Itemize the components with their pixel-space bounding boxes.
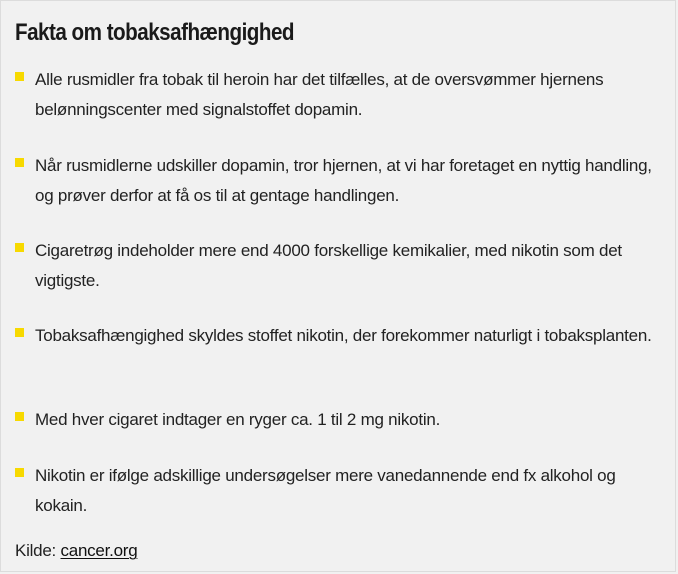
source-link[interactable]: cancer.org xyxy=(60,541,138,560)
fact-text: Nikotin er ifølge adskillige undersøgelser mere vanedannende end fx alkohol og kokain. xyxy=(35,466,616,515)
fact-text: Når rusmidlerne udskiller dopamin, tror hjernen, at vi har foretaget en nyttig handling, og prøver derfor at få os til at gentage handlingen. xyxy=(35,156,652,205)
fact-item xyxy=(15,236,665,296)
bullet-square-icon xyxy=(15,468,24,477)
bullet-square-icon xyxy=(15,412,24,421)
fact-item xyxy=(15,461,665,521)
bullet-square-icon xyxy=(15,72,24,81)
fact-item xyxy=(15,405,665,435)
fact-item xyxy=(15,151,665,211)
fact-item xyxy=(15,321,665,351)
fact-text: Alle rusmidler fra tobak til heroin har det tilfælles, at de oversvømmer hjernens belønningscenter med signalstoffet dopamin. xyxy=(35,70,604,119)
bullet-square-icon xyxy=(15,158,24,167)
source-line xyxy=(15,538,137,564)
fact-box-title: Fakta om tobaksafhængighed xyxy=(15,19,295,46)
source-label: Kilde: xyxy=(15,541,57,560)
fact-text: Tobaksafhængighed skyldes stoffet nikotin, der forekommer naturligt i tobaksplanten. xyxy=(35,326,652,345)
fact-text: Cigaretrøg indeholder mere end 4000 forskellige kemikalier, med nikotin som det vigtigste. xyxy=(35,241,622,290)
bullet-square-icon xyxy=(15,328,24,337)
bullet-square-icon xyxy=(15,243,24,252)
fact-text: Med hver cigaret indtager en ryger ca. 1 til 2 mg nikotin. xyxy=(35,410,441,429)
fact-item xyxy=(15,65,665,125)
